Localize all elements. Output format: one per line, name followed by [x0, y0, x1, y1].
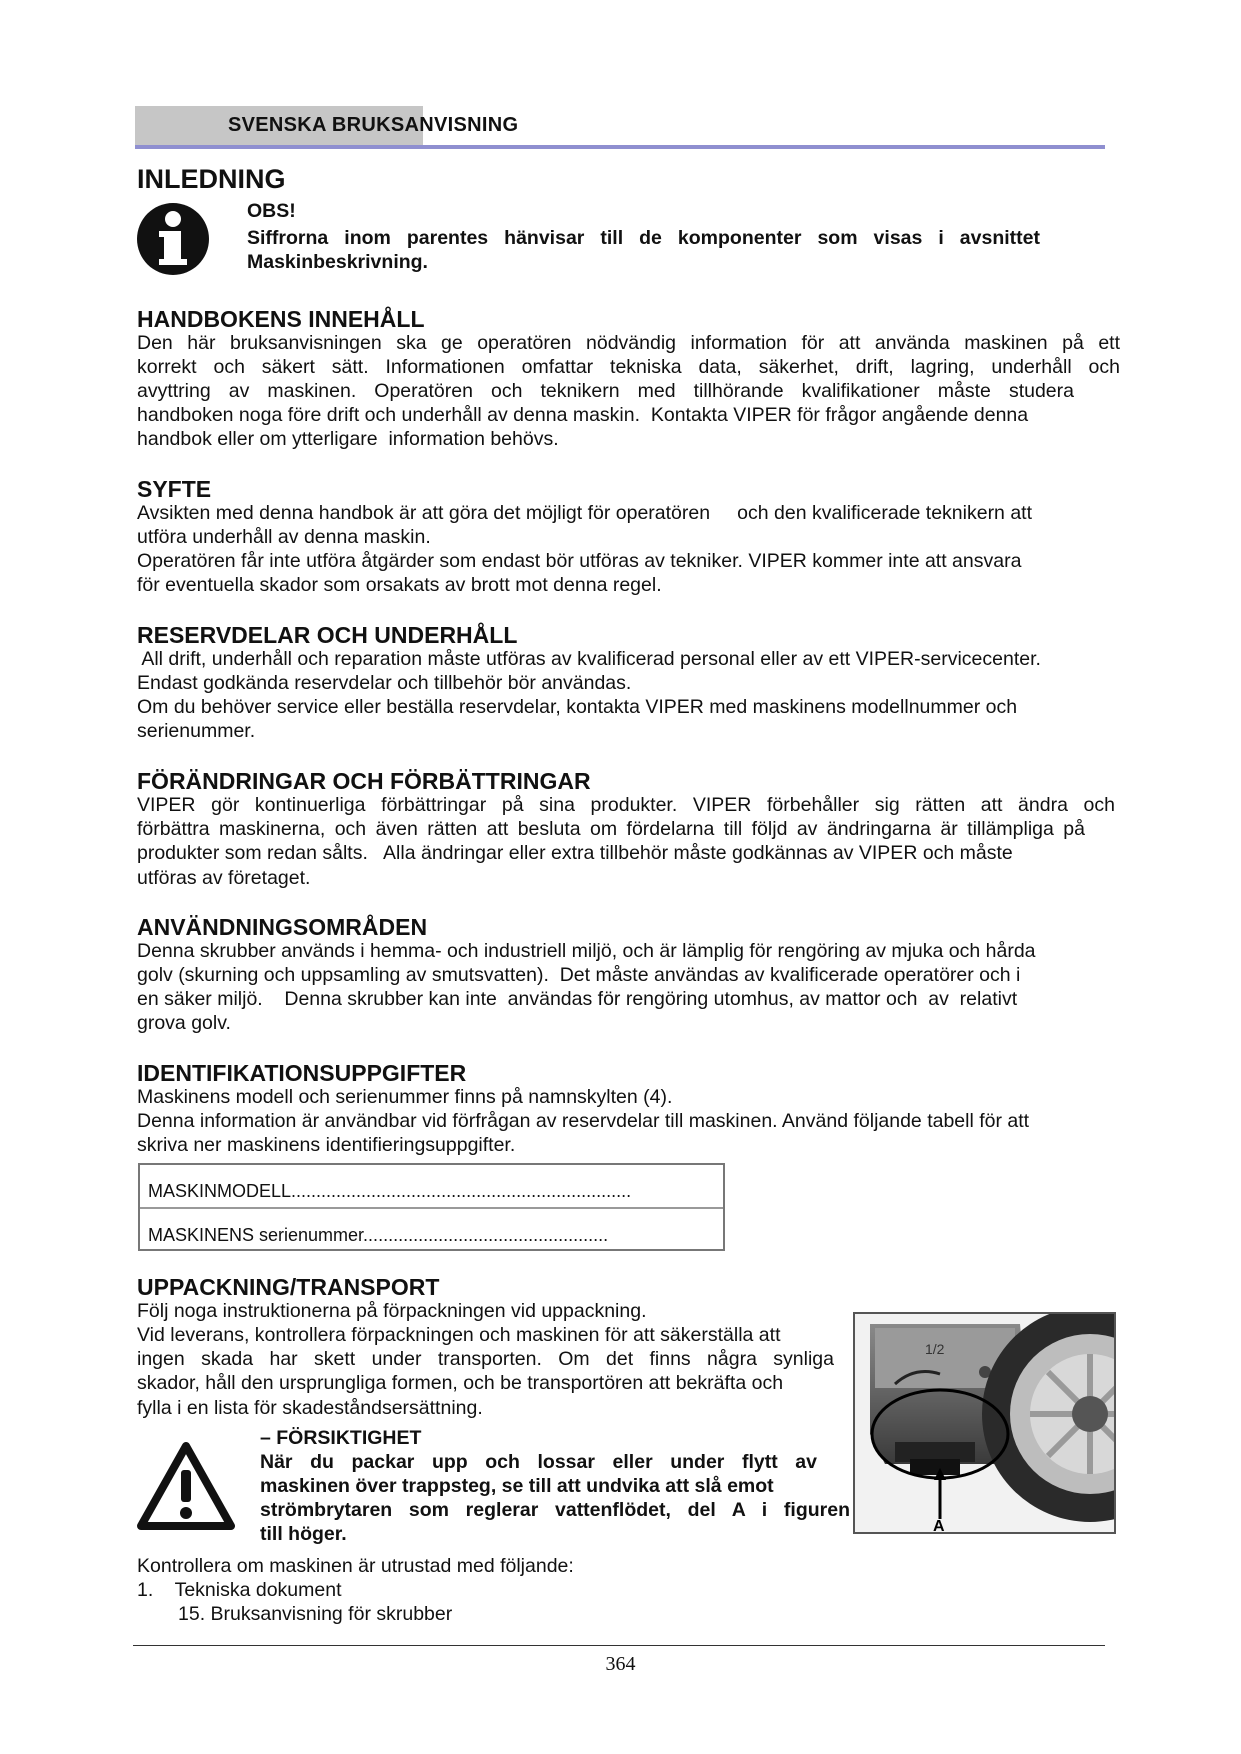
- changes-line: förbättra maskinerna, och även rätten att besluta om fördelarna till följd av ändringarna är tillämpliga på: [137, 818, 1085, 840]
- identification-table: [138, 1163, 725, 1251]
- warning-line: När du packar upp och lossar eller under flytt av: [260, 1451, 817, 1473]
- warning-title: – FÖRSIKTIGHET: [260, 1427, 422, 1449]
- warning-text: [260, 1450, 850, 1546]
- identification-line: Denna information är användbar vid förfrågan av reservdelar till maskinen. Använd följande tabell för att: [137, 1110, 1030, 1132]
- header-title: SVENSKA BRUKSANVISNING: [228, 114, 519, 136]
- warning-line: till höger.: [260, 1523, 347, 1545]
- changes-line: VIPER gör kontinuerliga förbättringar på sina produkter. VIPER förbehåller sig rätten att ändra och: [137, 794, 1115, 816]
- purpose-line: utföra underhåll av denna maskin.: [137, 526, 431, 548]
- spare-parts-line: Endast godkända reservdelar och tillbehör bör användas.: [137, 672, 632, 694]
- unpacking-line: fylla i en lista för skadeståndsersättning.: [137, 1397, 483, 1419]
- heading-changes: FÖRÄNDRINGAR OCH FÖRBÄTTRINGAR: [137, 768, 591, 794]
- unpacking-line: Följ noga instruktionerna på förpackningen vid uppackning.: [137, 1300, 647, 1322]
- spare-parts-line: All drift, underhåll och reparation måste utföras av kvalificerad personal eller av ett VIPER-servicecenter.: [137, 648, 1041, 670]
- handbook-line: handbok eller om ytterligare information behövs.: [137, 428, 559, 450]
- heading-intro: INLEDNING: [137, 164, 286, 194]
- heading-handbook: HANDBOKENS INNEHÅLL: [137, 306, 425, 332]
- page-number: 364: [605, 1653, 636, 1675]
- warning-line: maskinen över trappsteg, se till att undvika att slå emot: [260, 1475, 774, 1497]
- list-item: 15. Bruksanvisning för skrubber: [178, 1603, 453, 1625]
- obs-title: OBS!: [247, 200, 296, 222]
- serial-number-field[interactable]: MASKINENS serienummer.................................................: [140, 1207, 723, 1249]
- heading-usage: ANVÄNDNINGSOMRÅDEN: [137, 914, 428, 940]
- handbook-line: korrekt och säkert sätt. Informationen omfattar tekniska data, säkerhet, drift, lagring, underhåll och: [137, 356, 1120, 378]
- warning-line: strömbrytaren som reglerar vattenflödet, del A i figuren: [260, 1499, 850, 1521]
- identification-line: skriva ner maskinens identifieringsuppgifter.: [137, 1134, 516, 1156]
- usage-line: golv (skurning och uppsamling av smutsvatten). Det måste användas av kvalificerade operatörer och i: [137, 964, 1021, 986]
- unpacking-line: ingen skada har skett under transporten. Om det finns några synliga: [137, 1348, 834, 1370]
- heading-unpacking: UPPACKNING/TRANSPORT: [137, 1274, 440, 1300]
- list-item: 1. Tekniska dokument: [137, 1579, 342, 1601]
- warning-icon: [137, 1440, 235, 1530]
- purpose-line: för eventuella skador som orsakats av brott mot denna regel.: [137, 574, 662, 596]
- obs-text: Siffrorna inom parentes hänvisar till de komponenter som visas i avsnittet Maskinbeskrivning.: [247, 227, 1040, 273]
- photo-label-top: 1/2: [925, 1341, 945, 1357]
- spare-parts-line: Om du behöver service eller beställa reservdelar, kontakta VIPER med maskinens modellnummer och: [137, 696, 1018, 718]
- machine-photo: [853, 1312, 1116, 1534]
- handbook-line: avyttring av maskinen. Operatören och teknikern med tillhörande kvalifikationer måste studera: [137, 380, 1074, 402]
- footer-rule: [133, 1645, 1105, 1646]
- photo-label-a: A: [933, 1518, 945, 1532]
- changes-line: utföras av företaget.: [137, 867, 311, 889]
- purpose-line: Operatören får inte utföra åtgärder som endast bör utföras av tekniker. VIPER kommer inte att ansvara: [137, 550, 1022, 572]
- unpacking-line: skador, håll den ursprungliga formen, och be transportören att bekräfta och: [137, 1372, 784, 1394]
- purpose-line: Avsikten med denna handbok är att göra det möjligt för operatören och den kvalificerade teknikern att: [137, 502, 1033, 524]
- usage-line: Denna skrubber används i hemma- och industriell miljö, och är lämplig för rengöring av mjuka och hårda: [137, 940, 1036, 962]
- handbook-line: handboken noga före drift och underhåll av denna maskin. Kontakta VIPER för frågor angående denna: [137, 404, 1029, 426]
- usage-line: grova golv.: [137, 1012, 231, 1034]
- usage-line: en säker miljö. Denna skrubber kan inte användas för rengöring utomhus, av mattor och av relativt: [137, 988, 1018, 1010]
- heading-purpose: SYFTE: [137, 476, 212, 502]
- machine-wheel-illustration: [855, 1314, 1114, 1532]
- unpacking-line: Vid leverans, kontrollera förpackningen och maskinen för att säkerställa att: [137, 1324, 781, 1346]
- handbook-line: Den här bruksanvisningen ska ge operatören nödvändig information för att använda maskinen på ett: [137, 332, 1120, 354]
- spare-parts-line: serienummer.: [137, 720, 256, 742]
- check-line: Kontrollera om maskinen är utrustad med följande:: [137, 1555, 574, 1577]
- heading-identification: IDENTIFIKATIONSUPPGIFTER: [137, 1060, 467, 1086]
- machine-model-field[interactable]: MASKINMODELL....................................................................: [148, 1181, 632, 1201]
- info-icon: [135, 199, 211, 279]
- changes-line: produkter som redan sålts. Alla ändringar eller extra tillbehör måste godkännas av VIPER och måste: [137, 842, 1013, 864]
- heading-spare-parts: RESERVDELAR OCH UNDERHÅLL: [137, 622, 518, 648]
- identification-line: Maskinens modell och serienummer finns på namnskylten (4).: [137, 1086, 673, 1108]
- header-rule: [135, 145, 1105, 149]
